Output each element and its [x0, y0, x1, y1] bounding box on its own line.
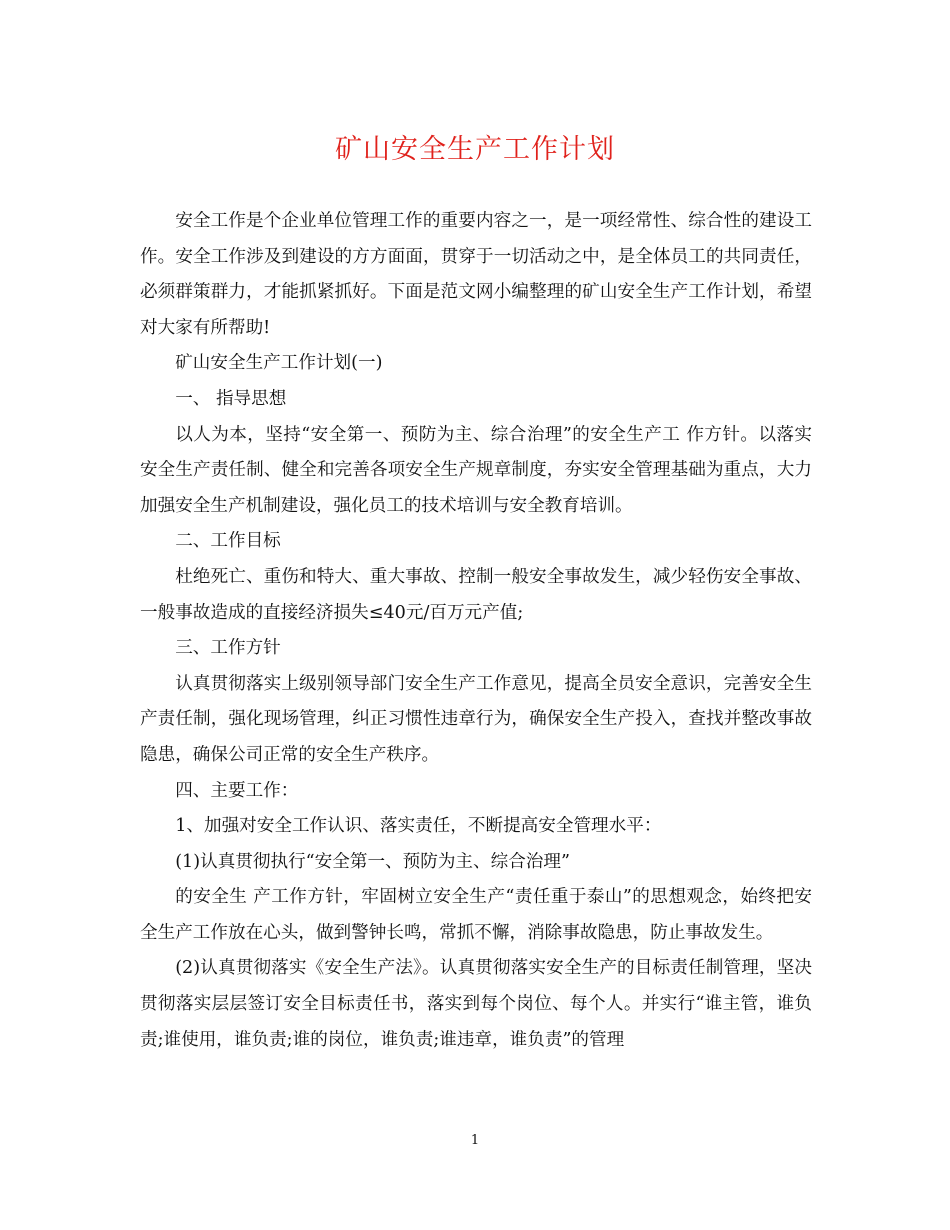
- plan-heading: 矿山安全生产工作计划(一): [175, 353, 383, 374]
- guiding-thought-paragraph: 以人为本，坚持“安全第一、预防为主、综合治理”的安全生产工 作方针。以落实安全生产责任制、健全和完善各项安全生产规章制度，夯实安全管理基础为重点，大力加强安全生产机制建设，强化员工的技术培训与安全教育培训。: [140, 424, 812, 516]
- section-heading-work-policy: 三、工作方针: [175, 638, 281, 659]
- section-heading-guiding-thought: 一、 指导思想: [175, 388, 287, 409]
- document-title: 矿山安全生产工作计划: [335, 134, 615, 165]
- intro-paragraph: 安全工作是个企业单位管理工作的重要内容之一，是一项经常性、综合性的建设工作。安全工作涉及到建设的方方面面，贯穿于一切活动之中，是全体员工的共同责任，必须群策群力，才能抓紧抓好。下面是范文网小编整理的矿山安全生产工作计划，希望对大家有所帮助!: [140, 211, 812, 338]
- document-body: [140, 204, 812, 1058]
- main-work-subitem-2: (2)认真贯彻落实《安全生产法》。认真贯彻落实安全生产的目标责任制管理，坚决贯彻落实层层签订安全目标责任书，落实到每个岗位、每个人。并实行“谁主管，谁负责;谁使用，谁负责;谁的岗位，谁负责;谁违章，谁负责”的管理: [140, 958, 812, 1050]
- main-work-subitem-1: (1)认真贯彻执行“安全第一、预防为主、综合治理”: [175, 851, 570, 872]
- work-policy-paragraph: 认真贯彻落实上级别领导部门安全生产工作意见，提高全员安全意识，完善安全生产责任制，强化现场管理，纠正习惯性违章行为，确保安全生产投入，查找并整改事故隐患，确保公司正常的安全生产秩序。: [140, 673, 812, 765]
- main-work-item-1: 1、加强对安全工作认识、落实责任，不断提高安全管理水平：: [175, 816, 662, 837]
- main-work-subitem-1-continued: 的安全生 产工作方针，牢固树立安全生产“责任重于泰山”的思想观念，始终把安全生产工作放在心头，做到警钟长鸣，常抓不懈，消除事故隐患，防止事故发生。: [140, 887, 812, 943]
- page-number: 1: [470, 1133, 480, 1148]
- section-heading-work-goals: 二、工作目标: [175, 531, 281, 552]
- section-heading-main-work: 四、主要工作：: [175, 780, 299, 801]
- work-goals-paragraph: 杜绝死亡、重伤和特大、重大事故、控制一般安全事故发生，减少轻伤安全事故、一般事故造成的直接经济损失≤40元/百万元产值;: [140, 566, 812, 623]
